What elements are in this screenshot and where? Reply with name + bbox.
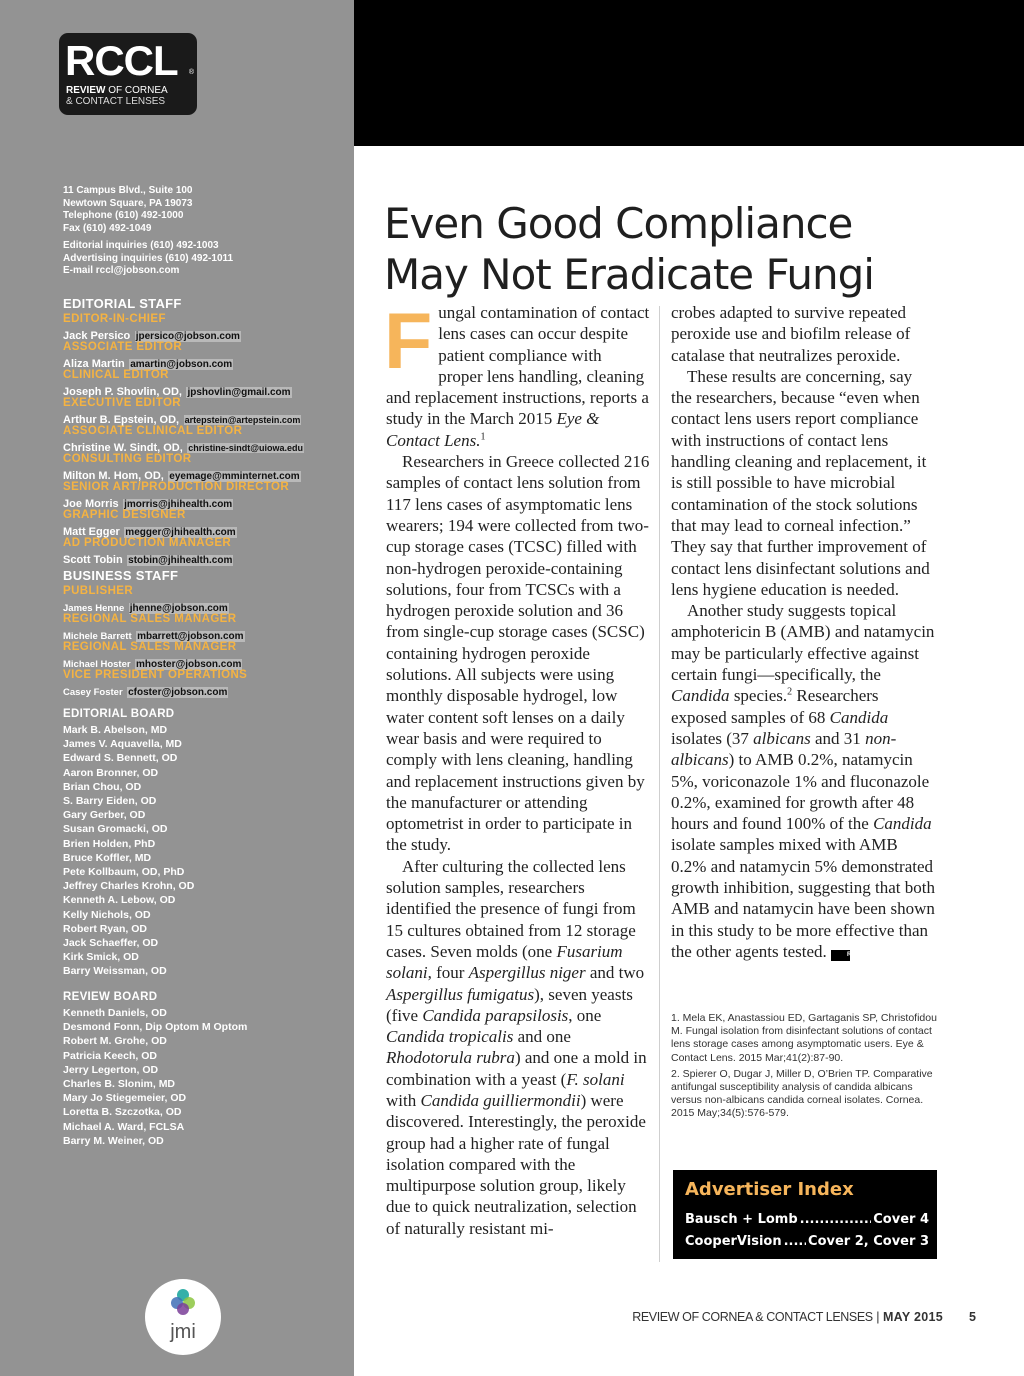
staff-name: James Henne	[63, 603, 125, 614]
jmi-circles-icon	[169, 1287, 197, 1317]
fax-line: Fax (610) 492-1049	[63, 222, 152, 234]
board-member: Brien Holden, PhD	[63, 837, 156, 850]
staff-entry	[63, 669, 247, 700]
board-member: Charles B. Slonim, MD	[63, 1078, 176, 1091]
staff-role: CONSULTING EDITOR	[63, 453, 192, 465]
board-member: Bruce Koffler, MD	[63, 851, 152, 864]
staff-email: eyemage@mminternet.com	[169, 471, 300, 482]
editorial-board-list	[63, 723, 194, 979]
board-member: Loretta B. Szczotka, OD	[63, 1106, 182, 1119]
leader-dots	[800, 1212, 872, 1227]
registered-mark: ®	[188, 69, 194, 76]
references	[671, 1012, 943, 1124]
advertising-inquiries: Advertising inquiries (610) 492-1011	[63, 252, 234, 264]
logo-subtitle-1: REVIEW OF CORNEA	[66, 85, 168, 96]
footer-publication: REVIEW OF CORNEA & CONTACT LENSES	[632, 1310, 873, 1324]
staff-email: megger@jhihealth.com	[125, 527, 236, 538]
board-member: Mary Jo Stiegemeier, OD	[63, 1092, 187, 1105]
staff-entry	[63, 313, 241, 344]
staff-entry	[63, 453, 301, 484]
paragraph: Researchers in Greece collected 216 samples of contact lens solution from 117 lens cases of asymptomatic lens wearers; 194 were collected from two-cup storage cases (TCSC) filled with non-hydrogen peroxide-containing solutions, four from TCSCs with a hydrogen peroxide solution and 36 from single-cup storage cases (SCSC) containing hydrogen peroxide solutions. All subjects were using monthly disposable hydrogel, low water content soft lenses on a daily wear basis and were required to comply with lens cleaning, handling and replacement instructions given by the manufacturer or attending optometrist in order to participate in the study.	[386, 452, 650, 855]
board-member: Barry Weissman, OD	[63, 965, 167, 978]
staff-entry	[63, 369, 292, 400]
staff-name: Michael Hoster	[63, 659, 131, 670]
staff-role: EXECUTIVE EDITOR	[63, 397, 182, 409]
staff-email: jhenne@jobson.com	[129, 603, 228, 614]
staff-role: EDITOR-IN-CHIEF	[63, 313, 166, 325]
board-member: Michael A. Ward, FCLSA	[63, 1120, 185, 1133]
advertiser-name: Bausch + Lomb	[685, 1212, 798, 1227]
board-member: James V. Aquavella, MD	[63, 738, 182, 751]
paragraph: After culturing the collected lens solution samples, researchers identified the presence of fungi from 15 cultures obtained from 12 storage cases. Seven molds (one Fusarium solani, four Aspergillus niger and two Aspergillus fumigatus), seven yeasts (five Candida parapsilosis, one Candida tropicalis and one Rhodotorula rubra) and one a mold in combination with a yeast (F. solani with Candida guilliermondii) were discovered. Interestingly, the peroxide group had a higher rate of fungal isolation compared with the multipurpose solution group, likely due to quick neutralization, selection of naturally resistant mi-	[386, 856, 647, 1238]
staff-email: christine-sindt@uiowa.edu	[188, 443, 304, 453]
board-member: Kelly Nichols, OD	[63, 908, 151, 921]
logo-subtitle-2: & CONTACT LENSES	[66, 96, 166, 107]
staff-entry	[63, 341, 233, 372]
jmi-logo	[145, 1279, 221, 1355]
staff-entry	[63, 481, 289, 512]
board-member: Mark B. Abelson, MD	[63, 724, 168, 736]
staff-email: cfoster@jobson.com	[128, 687, 228, 698]
masthead-sidebar	[0, 0, 354, 1376]
board-member: Barry M. Weiner, OD	[63, 1134, 164, 1147]
article-column-1	[384, 296, 650, 1239]
staff-entry	[63, 585, 229, 616]
board-member: Gary Gerber, OD	[63, 809, 146, 822]
advertiser-pages: Cover 2, Cover 3	[808, 1234, 929, 1249]
paragraph: These results are concerning, say the researchers, because “even when contact lens users report compliance with instructions of contact lens handling cleaning and replacement, it is still possible to have microbial contamination of the stock solutions that may lead to corneal infection.” They say that further improvement of contact lens disinfectant solutions and lens hygiene education is needed.	[671, 366, 930, 599]
advertiser-index-box	[673, 1170, 937, 1259]
end-of-article-icon: RCCL	[831, 950, 850, 961]
staff-name: Arthur B. Epstein, OD,	[63, 414, 180, 426]
advertiser-pages: Cover 4	[873, 1212, 929, 1227]
staff-entry	[63, 425, 304, 456]
staff-entry	[63, 397, 301, 428]
staff-email: jpshovlin@gmail.com	[187, 387, 291, 398]
board-member: Jeffrey Charles Krohn, OD	[63, 880, 195, 893]
board-member: Kenneth A. Lebow, OD	[63, 894, 176, 907]
staff-role: GRAPHIC DESIGNER	[63, 509, 186, 521]
staff-name: Matt Egger	[63, 526, 120, 538]
paragraph: Fungal contamination of contact lens cases can occur despite patient compliance with proper lens handling, cleaning and replacement instructions, reports a study in the March 2015 Eye & Contact Lens.$^1$	[384, 296, 650, 450]
address-line: Newtown Square, PA 19073	[63, 197, 193, 209]
business-staff-heading: BUSINESS STAFF	[63, 568, 179, 583]
staff-entry	[63, 641, 242, 672]
reference-item: 1. Mela EK, Anastassiou ED, Gartaganis SP, Christofidou M. Fungal isolation from disinfectant solutions of contact lens storage cases among asymptomatic users. Eye & Contact Lens. 2015 Mar;41(2):87-90.	[671, 1012, 937, 1064]
article-headline	[384, 198, 1004, 300]
board-member: Jack Schaeffer, OD	[63, 937, 159, 950]
staff-email: mhoster@jobson.com	[136, 659, 242, 670]
board-member: Desmond Fonn, Dip Optom M Optom	[63, 1021, 248, 1034]
staff-entry	[63, 613, 245, 644]
staff-email: mbarrett@jobson.com	[137, 631, 244, 642]
staff-entry	[63, 509, 237, 540]
contact-email: E-mail rccl@jobson.com	[63, 265, 180, 276]
staff-role: ASSOCIATE CLINICAL EDITOR	[63, 425, 243, 437]
board-member: S. Barry Eiden, OD	[63, 795, 157, 808]
staff-name: Jack Persico	[63, 330, 131, 342]
staff-name: Scott Tobin	[63, 554, 123, 566]
phone-line: Telephone (610) 492-1000	[63, 210, 184, 221]
staff-name: Michele Barrett	[63, 631, 132, 642]
editorial-inquiries: Editorial inquiries (610) 492-1003	[63, 240, 219, 251]
logo-wordmark: RCCL	[65, 37, 178, 84]
staff-email: artepstein@artepstein.com	[184, 415, 301, 425]
board-member: Robert Ryan, OD	[63, 922, 148, 935]
jmi-wordmark: jmi	[170, 1321, 196, 1343]
leader-dots	[784, 1234, 806, 1249]
staff-role: ASSOCIATE EDITOR	[63, 341, 183, 353]
rccl-logo	[59, 33, 197, 115]
page-footer	[632, 1310, 976, 1324]
board-member: Robert M. Grohe, OD	[63, 1035, 167, 1048]
staff-name: Joe Morris	[63, 498, 119, 510]
headline-line: Even Good Compliance	[384, 199, 853, 248]
advertiser-name: CooperVision	[685, 1234, 782, 1249]
staff-role: PUBLISHER	[63, 585, 134, 597]
board-member: Brian Chou, OD	[63, 780, 142, 793]
staff-role: REGIONAL SALES MANAGER	[63, 613, 237, 625]
staff-role: AD PRODUCTION MANAGER	[63, 537, 232, 549]
staff-entry	[63, 537, 233, 568]
board-member: Kenneth Daniels, OD	[63, 1007, 167, 1019]
reference-marker: 2	[787, 686, 793, 698]
board-member: Kirk Smick, OD	[63, 951, 139, 964]
staff-email: jpersico@jobson.com	[135, 331, 240, 342]
staff-email: jmorris@jhihealth.com	[124, 499, 233, 510]
reference-marker: 1	[480, 431, 486, 443]
staff-email: stobin@jhihealth.com	[128, 555, 233, 566]
staff-role: VICE PRESIDENT OPERATIONS	[63, 669, 248, 681]
staff-name: Casey Foster	[63, 687, 123, 698]
board-member: Pete Kollbaum, OD, PhD	[63, 866, 185, 879]
staff-name: Joseph P. Shovlin, OD,	[63, 386, 182, 398]
address-line: 11 Campus Blvd., Suite 100	[63, 185, 193, 196]
advertiser-row	[685, 1212, 929, 1227]
staff-role: REGIONAL SALES MANAGER	[63, 641, 237, 653]
staff-name: Aliza Martin	[63, 358, 125, 370]
footer-separator: |	[872, 1310, 883, 1324]
drop-cap: F	[384, 296, 433, 385]
editorial-staff-heading: EDITORIAL STAFF	[63, 296, 182, 311]
advertiser-row	[685, 1234, 929, 1249]
board-member: Edward S. Bennett, OD	[63, 752, 178, 765]
headline-line: May Not Eradicate Fungi	[384, 250, 874, 299]
board-member: Jerry Legerton, OD	[63, 1063, 159, 1076]
editorial-board-heading: EDITORIAL BOARD	[63, 708, 175, 720]
paragraph: Another study suggests topical amphotericin B (AMB) and natamycin may be particularly effective against certain fungi—specifically, the Candida species.$^2$ Researchers exposed samples of 68 Candida isolates (37 albicans and 31 non-albicans) to AMB 0.2%, natamycin 5%, voriconazole 1% and fluconazole 0.2%, examined for growth after 48 hours and found 100% of the Candida isolate samples mixed with AMB 0.2% and natamycin 5% demonstrated growth inhibition, suggesting that both AMB and natamycin have been shown in this study to be more effective than the other agents tested. RCCL	[671, 601, 935, 961]
staff-role: CLINICAL EDITOR	[63, 369, 169, 381]
footer-issue: MAY 2015	[882, 1310, 944, 1324]
article-column-2	[671, 302, 937, 962]
staff-name: Christine W. Sindt, OD,	[63, 442, 183, 454]
review-board-heading: REVIEW BOARD	[63, 991, 158, 1003]
top-black-banner	[354, 0, 1024, 146]
staff-email: amartin@jobson.com	[130, 359, 233, 370]
column-divider	[659, 306, 660, 1262]
journal-title: Eye & Contact Lens.	[386, 409, 600, 450]
review-board-list	[63, 1006, 247, 1148]
page-number: 5	[969, 1310, 976, 1324]
reference-item: 2. Spierer O, Dugar J, Miller D, O’Brien TP. Comparative antifungal susceptibility analysis of candida albicans versus non-albicans candida corneal isolates. Cornea. 2015 May;34(5):576-579.	[671, 1067, 933, 1120]
board-member: Susan Gromacki, OD	[63, 823, 168, 836]
advertiser-index-title: Advertiser Index	[685, 1179, 854, 1200]
staff-name: Milton M. Hom, OD,	[63, 470, 164, 482]
board-member: Aaron Bronner, OD	[63, 766, 159, 779]
staff-role: SENIOR ART/PRODUCTION DIRECTOR	[63, 481, 290, 493]
paragraph: crobes adapted to survive repeated peroxide use and biofilm release of catalase that neutralizes peroxide.	[671, 303, 911, 365]
board-member: Patricia Keech, OD	[63, 1049, 157, 1062]
